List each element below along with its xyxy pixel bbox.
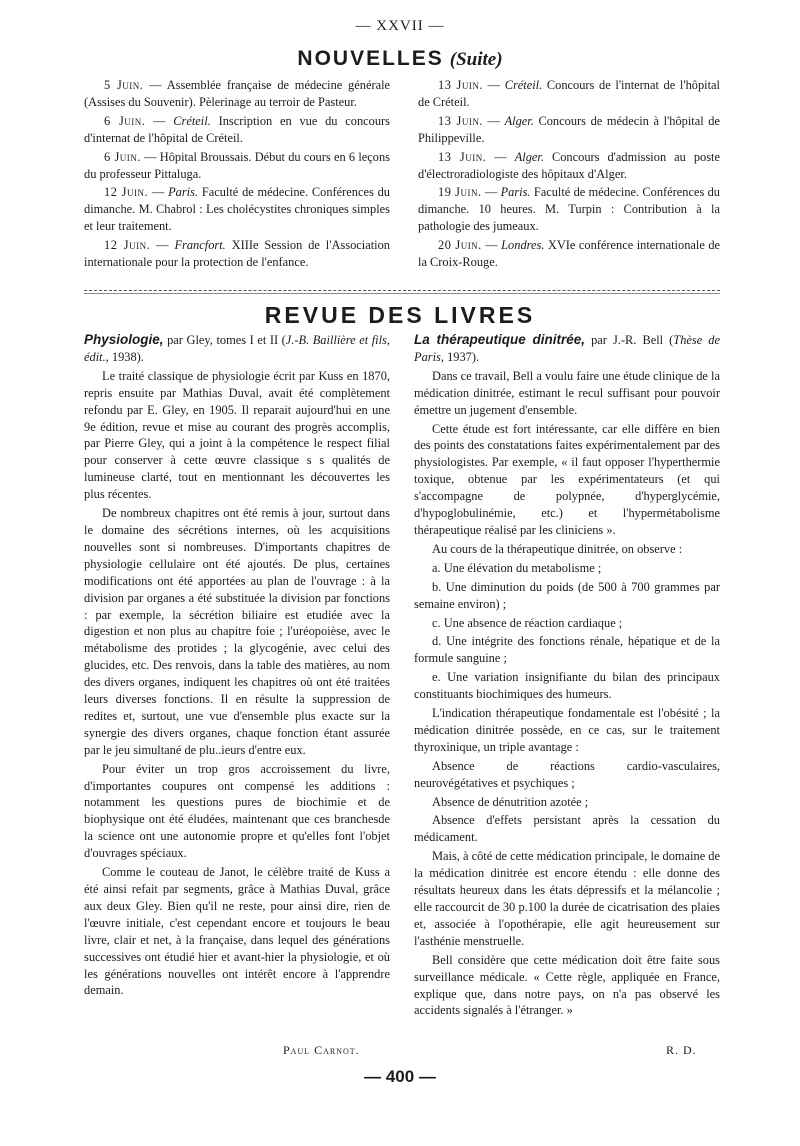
review-physiologie bbox=[84, 332, 390, 1001]
news-text: Inscription en vue du concours d'internat de l'hôpital de Créteil. bbox=[84, 113, 390, 145]
news-place: Alger. bbox=[504, 113, 534, 128]
news-date: 5 Juin. bbox=[104, 78, 144, 92]
news-date: 13 Juin. bbox=[438, 78, 483, 92]
review-list-item: a. Une élévation du metabolisme ; bbox=[432, 560, 602, 575]
news-date: 13 Juin. bbox=[438, 113, 483, 128]
section-divider bbox=[84, 293, 720, 294]
news-place: Francfort. bbox=[174, 238, 226, 253]
review-list-item: Absence d'effets persistant après la cessation du médicament. bbox=[414, 813, 720, 845]
book-reference bbox=[414, 332, 720, 366]
book-author: par J.-R. Bell ( bbox=[591, 333, 674, 347]
review-paragraph: Mais, à côté de cette médication principale, le domaine de la médication dinitrée est encore étendu : elle donne des résultats heureux dans les états dépressifs et la mélancolie ; elle raccourcit de 30 p.100 la durée de cicatrisation des plaies et, associée à l'opothérapie, elle agit heureusement sur l'asthénie menstruelle. bbox=[414, 849, 720, 948]
news-date: 20 Juin. bbox=[438, 238, 482, 253]
book-year: 1938). bbox=[111, 349, 144, 364]
review-paragraph: Dans ce travail, Bell a voulu faire une étude clinique de la médication dinitrée, estimant le recul suffisant pour pouvoir émettre un jugement d'ensemble. bbox=[414, 368, 720, 417]
news-text: XVIe conférence internationale de la Croix-Rouge. bbox=[418, 238, 721, 270]
page-number: — 400 — bbox=[364, 1067, 436, 1086]
book-title: La thérapeutique dinitrée, bbox=[414, 332, 585, 347]
review-paragraph: Au cours de la thérapeutique dinitrée, on observe : bbox=[432, 541, 683, 556]
news-entry: 13 Juin. — Alger. Concours d'admission au poste d'électroradiologiste des hôpitaux d'Alger. bbox=[418, 149, 720, 181]
news-entry: 6 Juin. — Créteil. Inscription en vue du concours d'internat de l'hôpital de Créteil. bbox=[84, 113, 390, 145]
news-date: 13 Juin. bbox=[438, 149, 487, 164]
review-paragraph: Pour éviter un trop gros accroissement du livre, d'importantes coupures ont compensé les additions : notamment les questions pures de biochimie et de biophysique ont été éludées, maintenant que ces branchesde la science ont une autonomie propre et qu'elles font l'objet d'ouvrages spéciaux. bbox=[84, 761, 390, 861]
review-list-item: Absence de réactions cardio-vasculaires, neurovégétatives et psychiques ; bbox=[414, 758, 720, 790]
news-text: Faculté de médecine. Conférences du dimanche. 10 heures. M. Turpin : Contribution à la pathologie des jumeaux. bbox=[418, 185, 720, 234]
review-list-item: Absence de dénutrition azotée ; bbox=[432, 794, 589, 809]
news-entry: 5 Juin. — Assemblée française de médecine générale (Assises du Souvenir). Pèlerinage au terroir de Pasteur. bbox=[84, 78, 391, 109]
review-paragraph: Comme le couteau de Janot, le célèbre traité de Kuss a été ainsi refait par segments, grâce à Mathias Duval, grâce aux deux Gley. Bien qu'il ne reste, pour ainsi dire, rien de l'œuvre initiale, c'est cependant encore et toujours le beau livre, clair et net, à la française, dans lequel des générations successives ont étudié hier et avant-hier la physiologie, et où les générations nouvelles ont intérêt encore à l'apprendre demain. bbox=[84, 865, 390, 998]
book-publisher: Thèse de Paris, bbox=[414, 333, 720, 364]
news-entry: 6 Juin. — Hôpital Broussais. Début du cours en 6 leçons du professeur Pittaluga. bbox=[84, 149, 390, 181]
book-reference bbox=[84, 332, 390, 366]
news-place: Alger. bbox=[514, 149, 544, 164]
book-publisher: J.-B. Baillière et fils, édit., bbox=[84, 333, 390, 364]
news-entry: 13 Juin. — Alger. Concours de médecin à l'hôpital de Philippeville. bbox=[418, 113, 721, 145]
review-paragraph: De nombreux chapitres ont été remis à jour, surtout dans le domaine des sécrétions internes, où les acquisitions nouvelles sont si nombreuses. D'importants chapitres de physiologie cellulaire ont été ajoutés. De plus, certaines modifications ont été apportées au plan de l'ouvrage : à la division par organes a été substituée la division par fonctions : par exemple, la sécrétion biliaire est etudiée avec la digestion et non plus au chapitre foie ; l'uréopoièse, avec le métabolisme des protides ; la glycogénie, avec celui des glucides, etc. Des renvois, dans la table des matières, au nom des divers organes, indiquent les chapitres où ont été traitées leurs diverses fonctions. Il en résulte la suppression de redites et, surtout, une vue d'ensemble plus exacte sur la synergie des divers organes, chaque fonction étant assurée par le jeu simultané de plu..ieurs d'entre eux. bbox=[84, 506, 390, 757]
section-divider bbox=[84, 290, 720, 291]
nouvelles-title: NOUVELLES bbox=[297, 47, 444, 70]
book-year: 1937). bbox=[447, 349, 480, 364]
nouvelles-heading bbox=[0, 47, 800, 71]
nouvelles-right-column bbox=[418, 77, 720, 273]
revue-heading: REVUE DES LIVRES bbox=[264, 302, 536, 328]
review-paragraph: Le traité classique de physiologie écrit par Kuss en 1870, repris ensuite par Mathias Duval, avait été complètement refondu par E. Gley, en 1905. Il reparait aujourd'hui en une 9e édition, revue et mise au courant des progrès accomplis, par Pierre Gley, qui a joint à la compétence le respect filial pour conserver à cette œuvre classique s s qualités de lumineuse clarté, tout en mentionnant les découvertes les plus récentes. bbox=[84, 368, 390, 502]
news-text: Faculté de médecine. Conférences du dimanche. M. Chabrol : Les cholécystites chroniques simples et leur traitement. bbox=[84, 185, 390, 234]
roman-page-numeral: — XXVII — bbox=[355, 18, 445, 34]
review-list-item: c. Une absence de réaction cardiaque ; bbox=[432, 615, 623, 630]
review-list-item: e. Une variation insignifiante du bilan des principaux constituants biochimiques des humeurs. bbox=[414, 670, 720, 702]
news-place: Créteil. bbox=[173, 113, 211, 128]
news-text: Assemblée française de médecine générale (Assises du Souvenir). Pèlerinage au terroir de Pasteur. bbox=[84, 78, 391, 109]
news-date: 12 Juin. bbox=[104, 238, 151, 253]
review-signature-carnot: Paul Carnot. bbox=[283, 1043, 360, 1057]
news-place: Londres. bbox=[501, 238, 545, 253]
news-date: 6 Juin. bbox=[104, 113, 146, 128]
book-title: Physiologie, bbox=[84, 332, 164, 347]
review-paragraph: Cette étude est fort intéressante, car elle diffère en bien des points des constatations faites expérimentalement par des physiologistes. Par exemple, « il faut opposer l'hyperthermie toxique, obtenue par les expérimentateurs (et qui s'accompagne de polypnée, d'hyperglycémie, d'hypoglobulinémie, etc.) et l'hypermétabolisme thérapeutique réalisé par les cliniciens ». bbox=[414, 421, 720, 537]
news-date: 12 Juin. bbox=[104, 185, 149, 200]
news-entry: 12 Juin. — Paris. Faculté de médecine. Conférences du dimanche. M. Chabrol : Les cholécystites chroniques simples et leur traitement. bbox=[84, 185, 390, 234]
news-entry: 19 Juin. — Paris. Faculté de médecine. Conférences du dimanche. 10 heures. M. Turpin : Contribution à la pathologie des jumeaux. bbox=[418, 185, 720, 234]
review-signature-rd: R. D. bbox=[666, 1043, 697, 1057]
news-entry: 12 Juin. — Francfort. XIIIe Session de l'Association internationale pour la protection de l'enfance. bbox=[84, 238, 390, 270]
review-paragraph: L'indication thérapeutique fondamentale est l'obésité ; la médication dinitrée possède, en ce cas, sur le traitement thyroxinique, un triple avantage : bbox=[414, 706, 720, 754]
news-text: Concours de l'internat de l'hôpital de Créteil. bbox=[418, 78, 720, 109]
news-entry: 13 Juin. — Créteil. Concours de l'internat de l'hôpital de Créteil. bbox=[418, 78, 720, 109]
news-text: Concours d'admission au poste d'électroradiologiste des hôpitaux d'Alger. bbox=[418, 149, 720, 181]
review-list-item: d. Une intégrite des fonctions rénale, hépatique et de la formule sanguine ; bbox=[414, 634, 720, 666]
book-author: par Gley, tomes I et II ( bbox=[167, 333, 286, 347]
news-date: 19 Juin. bbox=[438, 185, 482, 200]
review-paragraph: Bell considère que cette médication doit être faite sous surveillance médicale. « Cette règle, appliquée en France, explique que, dans notre pays, on n'a pas observé les accidents signalés à l'étranger. » bbox=[414, 952, 720, 1018]
news-place: Créteil. bbox=[504, 78, 543, 92]
nouvelles-suite: (Suite) bbox=[449, 49, 503, 70]
nouvelles-left-column bbox=[84, 77, 390, 273]
review-therapeutique bbox=[414, 332, 720, 1021]
news-text: Hôpital Broussais. Début du cours en 6 leçons du professeur Pittaluga. bbox=[84, 149, 390, 181]
news-entry: 20 Juin. — Londres. XVIe conférence internationale de la Croix-Rouge. bbox=[418, 238, 721, 270]
review-list-item: b. Une diminution du poids (de 500 à 700 grammes par semaine environ) ; bbox=[414, 579, 720, 611]
news-date: 6 Juin. bbox=[104, 149, 141, 164]
news-place: Paris. bbox=[168, 185, 199, 200]
news-place: Paris. bbox=[500, 185, 531, 200]
news-text: Concours de médecin à l'hôpital de Philippeville. bbox=[418, 113, 721, 145]
news-text: XIIIe Session de l'Association internationale pour la protection de l'enfance. bbox=[84, 238, 390, 270]
